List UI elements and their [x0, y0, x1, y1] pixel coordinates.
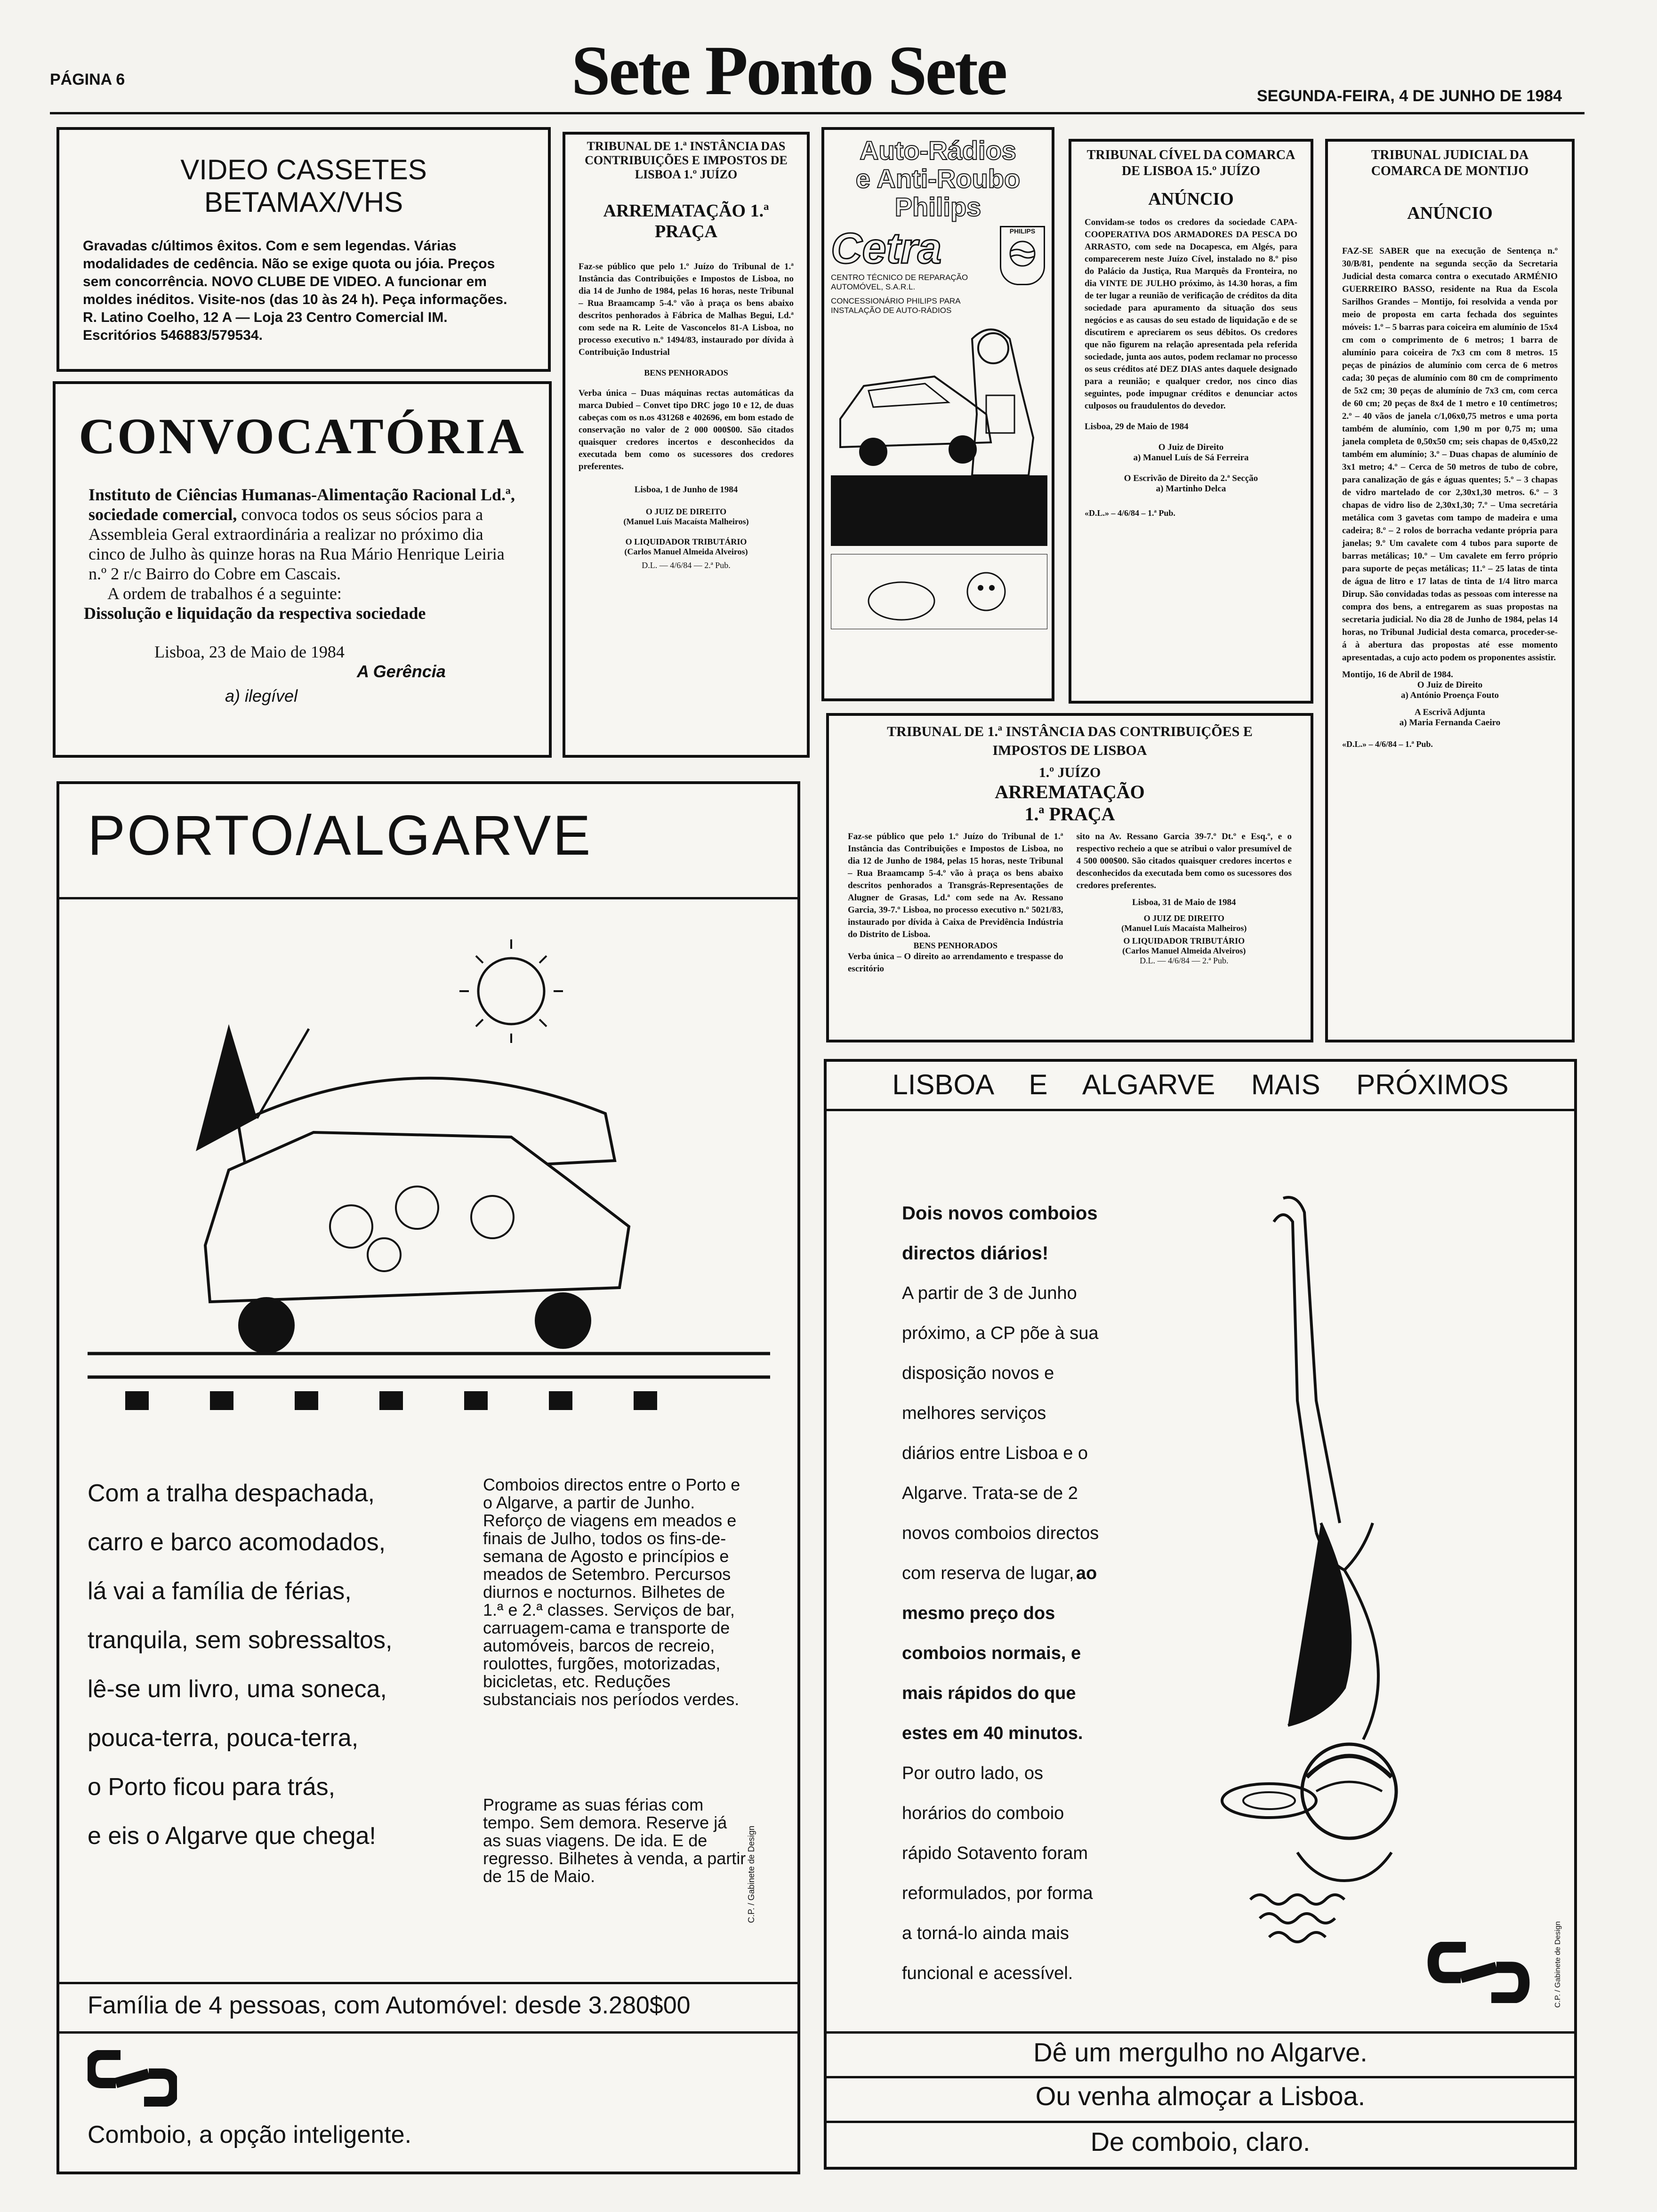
tribunal-contribuicoes-notice-2	[826, 713, 1313, 1042]
tribunal-montijo-ref: «D.L.» – 4/6/84 – 1.ª Pub.	[1342, 739, 1433, 749]
tribunal-2-col-2: sito na Av. Ressano Garcia 39-7.º Dt.º e Esq.º, e o respectivo recheio a que se atribui o valor presumível de 4 500 000$00. São citados quaisquer credores incertos e desconhecidos da executada bem como os sucessores dos credores preferentes.	[1076, 832, 1292, 890]
cp-logo-icon	[1424, 1942, 1533, 2003]
tribunal-contribuicoes-notice-1	[563, 132, 810, 758]
video-ad-title-1: VIDEO CASSETES	[180, 154, 427, 185]
poem-line: Com a tralha despachada,	[88, 1480, 375, 1507]
tribunal-1-subhead: BENS PENHORADOS	[644, 368, 728, 377]
convocatoria-body-text: convoca todos os seus sócios para a Assembleia Geral extraordinária a realizar no próximo dia cinco de Julho às quinze horas na Rua Mário Henrique Leiria n.º 2 r/c Bairro do Cobre em Cascais.	[88, 505, 505, 583]
video-cassetes-ad	[56, 127, 551, 372]
poem-line: lá vai a família de férias,	[88, 1578, 352, 1605]
tribunal-montijo-judge-title: O Juiz de Direito	[1417, 680, 1483, 690]
cartoon-illustration	[831, 554, 1047, 629]
tribunal-2-judge: (Manuel Luís Macaísta Malheiros)	[1121, 923, 1247, 933]
lisboa-algarve-ad	[824, 1059, 1577, 2170]
tribunal-1-ref: D.L. — 4/6/84 — 2.ª Pub.	[642, 561, 731, 570]
tribunal-2-col-1: Faz-se público que pelo 1.º Juízo do Tribunal de 1.ª Instância das Contribuições e Impostos de Lisboa, no dia 12 de Junho de 1984, pelas 15 horas, neste Tribunal – Rua Braamcamp 5-4.º vão à praça os bens abaixo descritos penhorados a Transgrás-Representações de Alugner de Grasas, Ld.ª com sede na Av. Ressano Garcia, 39-7.º Lisboa, no processo executivo n.º 5021/83, instaurado por dívida à Caixa de Previdência Indústria do Distrito de Lisboa.	[848, 832, 1063, 939]
philips-line-1: CENTRO TÉCNICO DE REPARAÇÃO AUTOMÓVEL, S.A.R.L.	[831, 273, 968, 291]
tribunal-montijo-date: Montijo, 16 de Abril de 1984.	[1342, 670, 1453, 680]
convocatoria-body	[88, 485, 516, 584]
tribunal-1-judge: (Manuel Luís Macaísta Malheiros)	[623, 517, 749, 526]
porto-poem	[88, 1469, 474, 1860]
tribunal-2-col-1b: Verba única – O direito ao arrendamento e trespasse do escritório	[848, 952, 1063, 974]
poem-line: o Porto ficou para trás,	[88, 1773, 336, 1801]
tribunal-2-praca: 1.ª PRAÇA	[1024, 803, 1115, 825]
tribunal-2-subhead: BENS PENHORADOS	[913, 941, 998, 950]
porto-details-2: Programe as suas férias com tempo. Sem demora. Reserve já as suas viagens. De ida. E de regresso. Bilhetes à venda, a partir de 15 de Maio.	[483, 1795, 746, 1886]
tribunal-2-liquidator: (Carlos Manuel Almeida Alveiros)	[1122, 946, 1246, 955]
tribunal-montijo-notice	[1325, 139, 1575, 1042]
lisboa-slogan-1: Dê um mergulho no Algarve.	[1033, 2037, 1367, 2067]
porto-credit: C.P. / Gabinete de Design	[747, 1826, 756, 1923]
lisboa-credit: C.P. / Gabinete de Design	[1554, 1921, 1562, 2008]
philips-cetra-ad	[821, 127, 1054, 701]
tribunal-civel-clerk: a) Martinho Delca	[1156, 484, 1226, 494]
lisboa-intro: Dois novos comboios directos diários!	[902, 1203, 1098, 1264]
video-ad-body: Gravadas c/últimos êxitos. Com e sem legendas. Várias modalidades de cedência. Não se exige quota ou jóia. Preços sem concorrência. NOVO CLUBE DE VIDEO. A funcionar em moldes inéditos. Visite-nos (das 10 às 24 h). Peça informações. R. Latino Coelho, 12 A — Loja 23 Centro Comercial IM. Escritórios 546883/579534.	[83, 238, 507, 343]
tribunal-2-judge-title: O JUIZ DE DIREITO	[1143, 914, 1224, 923]
poem-line: carro e barco acomodados,	[88, 1529, 386, 1556]
philips-line-2: CONCESSIONÁRIO PHILIPS PARA INSTALAÇÃO DE AUTO-RÁDIOS	[831, 297, 960, 315]
tribunal-2-header: TRIBUNAL DE 1.ª INSTÂNCIA DAS CONTRIBUIÇÕES E IMPOSTOS DE LISBOA	[887, 724, 1253, 758]
tribunal-civel-date: Lisboa, 29 de Maio de 1984	[1085, 422, 1189, 432]
convocatoria-signed-by: A Gerência	[357, 662, 446, 681]
masthead-title: Sete Ponto Sete	[571, 32, 1006, 110]
tribunal-montijo-clerk-title: A Escrivã Adjunta	[1415, 707, 1485, 717]
lisboa-slogan-2: Ou venha almoçar a Lisboa.	[1035, 2081, 1366, 2111]
porto-details-1: Comboios directos entre o Porto e o Algarve, a partir de Junho. Reforço de viagens em meados e finais de Julho, todos os fins-de-semana de Agosto e princípios e meados de Setembro. Percursos diurnos e nocturnos. Bilhetes de 1.ª e 2.ª classes. Serviços de bar, carruagem-cama e transporte de automóveis, barcos de recreio, roulottes, furgões, motorizadas, bicicletas, etc. Reduções substanciais nos períodos verdes.	[483, 1475, 740, 1709]
tribunal-2-ref: D.L. — 4/6/84 — 2.ª Pub.	[1140, 956, 1229, 965]
lisboa-headline: LISBOA E ALGARVE MAIS PRÓXIMOS	[892, 1069, 1509, 1100]
tribunal-montijo-body: FAZ-SE SABER que na execução de Sentença n.º 30/B/81, pendente na segunda secção da Secretaria Judicial desta comarca contra o executado ARMÉNIO GUERREIRO BASSO, residente na Rua da Escola Sarilhos Grandes – Montijo, foi resolvida a venda por meio de proposta em carta fechada dos seguintes móveis: 1.º – 5 barras para coiceira em alumínio de 15x4 cm com o comprimento de 6 metros; 1 barra de alumínio para coiceira de 7x3 cm com 8 metros. 15 peças de pinázios de alumínio com cerca de 6 metros cada; 30 peças de alumínio com 80 cm de comprimento de 5x2 cm; 30 peças de alumínio de 7x3 cm, com cerca de 60 cm; 20 peças de 8x4 de 1 metro e 10 centímetros; 2.º – 40 vãos de janela c/1,06x0,75 metros e uma porta também de alumínio, com 1,90 m por 0,75 m; uma janela completa de 0,50x50 cm; seis chapas de 0,45x0,22 também em alumínio; 3.º – Duas chapas de alumínio de 3x1 metro; 4.º – Cerca de 50 metros de tubo de cobre, para canalização de gás e águas quentes; 5.º – 3 chapas de vidro martelado de cor 2,30x1,30 metros. 6.º – 3 chapas de vidro liso de 2,30x1,30; 7.º – Uma secretária metálica com 3 gavetas com tampo de madeira e uma cadeira; 8.º – 2 rolos de borracha vedante própria para janelas; 9.º Um cavalete com 4 tubos para suporte de barras metálicas; 10.º – Um cavalete em ferro próprio para suporte de peças metálicas; 11.º – 25 latas de tinta de água de litro e 17 latas de tinta de 1/4 litro marca Dirup. São convidadas todas as pessoas com interesse na compra dos bens, a entregarem as suas propostas na secretaria judicial. No dia 28 de Junho de 1984, pelas 14 horas, no Tribunal Judicial desta comarca, proceder-se-á à abertura das propostas até esse momento apresentadas, a cujo acto podem os proponentes assistir.	[1342, 246, 1558, 663]
tribunal-montijo-header: TRIBUNAL JUDICIAL DA COMARCA DE MONTIJO	[1371, 148, 1529, 178]
philips-brand-2: e Anti-Roubo	[855, 164, 1021, 193]
lisboa-body-bold: ao mesmo preço dos comboios normais, e mais rápidos do que estes em 40 minutos.	[902, 1563, 1097, 1743]
masthead-rule	[50, 112, 1585, 114]
tribunal-2-liquidator-title: O LIQUIDADOR TRIBUTÁRIO	[1123, 936, 1245, 946]
tribunal-1-date: Lisboa, 1 de Junho de 1984	[634, 485, 738, 495]
tribunal-civel-header: TRIBUNAL CÍVEL DA COMARCA DE LISBOA 15.º JUÍZO	[1086, 148, 1295, 178]
page-label: PÁGINA 6	[50, 71, 125, 88]
convocatoria-notice	[53, 381, 552, 758]
porto-algarve-ad	[56, 781, 800, 2174]
convocatoria-agenda: Dissolução e liquidação da respectiva sociedade	[84, 604, 426, 623]
tribunal-1-title: ARREMATAÇÃO 1.ª PRAÇA	[603, 201, 769, 241]
cp-logo-icon	[88, 2050, 177, 2107]
tribunal-1-body-2: Verba única – Duas máquinas rectas automáticas da marca Dubied – Convet tipo DRC jogo 10 e 12, de duas cabeças com os n.os 431268 e 402696, em bom estado de conservação no valor de 2 000 000$00. São citados quaisquer credores incertos e desconhecidos da executada bem como os sucessores dos credores preferentes.	[579, 388, 794, 472]
tribunal-montijo-clerk: a) Maria Fernanda Caeiro	[1399, 718, 1501, 728]
tribunal-civel-notice	[1069, 139, 1313, 704]
porto-price-line: Família de 4 pessoas, com Automóvel: desde 3.280$00	[88, 1992, 691, 2019]
tribunal-civel-clerk-title: O Escrivão de Direito da 2.ª Secção	[1124, 473, 1258, 483]
poem-line: pouca-terra, pouca-terra,	[88, 1724, 359, 1752]
tribunal-1-header: TRIBUNAL DE 1.ª INSTÂNCIA DAS CONTRIBUIÇÕES E IMPOSTOS DE LISBOA 1.º JUÍZO	[585, 139, 788, 181]
convocatoria-org: Instituto de Ciências Humanas-Alimentação Racional Ld.ª, sociedade comercial,	[88, 485, 515, 524]
tribunal-montijo-judge: a) António Proença Fouto	[1400, 690, 1499, 700]
lisboa-body-2: Por outro lado, os horários do comboio rápido Sotavento foram reformulados, por forma a torná-lo ainda mais funcional e acessível.	[902, 1763, 1093, 1983]
diver-woman-illustration	[1118, 1194, 1556, 2031]
tribunal-1-body: Faz-se público que pelo 1.º Juízo do Tribunal de 1.ª Instância das Contribuições e Impostos de Lisboa, no dia 14 de Junho de 1984, pelas 16 horas, neste Tribunal – Rua Braamcamp 5-4.º vão à praça os bens abaixo descritos penhorados à Fábrica de Malhas Begui, Ld.ª com sede na R. Leite de Vasconcelos 81-A Lisboa, no processo executivo n.º 1494/83, instaurado por dívida à Contribuição Industrial	[579, 262, 794, 357]
porto-tagline: Comboio, a opção inteligente.	[88, 2121, 412, 2148]
poem-line: lê-se um livro, uma soneca,	[88, 1675, 387, 1703]
poem-line: tranquila, sem sobressaltos,	[88, 1627, 393, 1654]
tribunal-2-juizo: 1.º JUÍZO	[1038, 765, 1101, 780]
philips-logo	[1000, 226, 1045, 285]
lisboa-slogan-3: De comboio, claro.	[1090, 2127, 1311, 2156]
lisboa-body-1: A partir de 3 de Junho próximo, a CP põe à sua disposição novos e melhores serviços diários entre Lisboa e o Algarve. Trata-se de 2 novos comboios directos com reserva de lugar,	[902, 1283, 1099, 1583]
convocatoria-agenda-intro: A ordem de trabalhos é a seguinte:	[107, 584, 342, 603]
tribunal-2-title: ARREMATAÇÃO	[995, 781, 1145, 802]
philips-logo-text: PHILIPS	[1009, 227, 1036, 235]
tribunal-civel-body: Convidam-se todos os credores da sociedade CAPA-COOPERATIVA DOS ARMADORES DA PESCA DO ARRASTO, com sede na Docapesca, em Algés, para comparecerem neste Juízo Cível, instalado no 8.º piso do Palácio da Justiça, Rua Marquês da Fronteira, no dia VINTE DE JULHO próximo, às 14.30 horas, a fim de ter lugar a reunião de verificação de créditos da dita sociedade para apuramento da situação dos seus negócios e as causas do seu estado de liquidação e de se discutirem e apreciarem os seus débitos. Os credores que não figurem na relação apresentada pela referida sociedade, junta aos autos, podem reclamar no processo os seus créditos até DEZ DIAS antes daquele designado para a reunião; e qualquer credor, nos cinco dias seguintes, pode impugnar créditos e denunciar actos culposos ou fraudulentos do devedor.	[1085, 217, 1297, 411]
tribunal-civel-title: ANÚNCIO	[1148, 189, 1234, 209]
tribunal-civel-ref: «D.L.» – 4/6/84 – 1.ª Pub.	[1085, 508, 1175, 518]
cetra-logo: Cetra	[831, 224, 942, 272]
family-car-on-train-illustration	[88, 916, 770, 1443]
porto-algarve-headline: PORTO/ALGARVE	[88, 804, 593, 867]
tribunal-1-liquidator-title: O LIQUIDADOR TRIBUTÁRIO	[625, 537, 747, 546]
convocatoria-place-date: Lisboa, 23 de Maio de 1984	[154, 642, 345, 661]
poem-line: e eis o Algarve que chega!	[88, 1822, 376, 1850]
masthead-date: SEGUNDA-FEIRA, 4 DE JUNHO DE 1984	[1257, 87, 1562, 105]
convocatoria-title: CONVOCATÓRIA	[79, 409, 526, 465]
convocatoria-signature: a) ilegível	[225, 686, 298, 705]
tribunal-montijo-title: ANÚNCIO	[1407, 203, 1493, 223]
tribunal-civel-judge: a) Manuel Luís de Sá Ferreira	[1133, 453, 1249, 463]
philips-brand-3: Philips	[894, 192, 981, 222]
tribunal-civel-judge-title: O Juiz de Direito	[1158, 442, 1224, 452]
tribunal-1-judge-title: O JUIZ DE DIREITO	[645, 507, 727, 516]
philips-brand-1: Auto-Rádios	[860, 136, 1016, 165]
philips-shield-icon	[1008, 235, 1037, 272]
tribunal-1-liquidator: (Carlos Manuel Almeida Alveiros)	[624, 547, 748, 556]
car-radio-illustration	[831, 320, 1047, 546]
tribunal-2-date: Lisboa, 31 de Maio de 1984	[1132, 898, 1236, 907]
video-ad-title-2: BETAMAX/VHS	[204, 186, 403, 218]
